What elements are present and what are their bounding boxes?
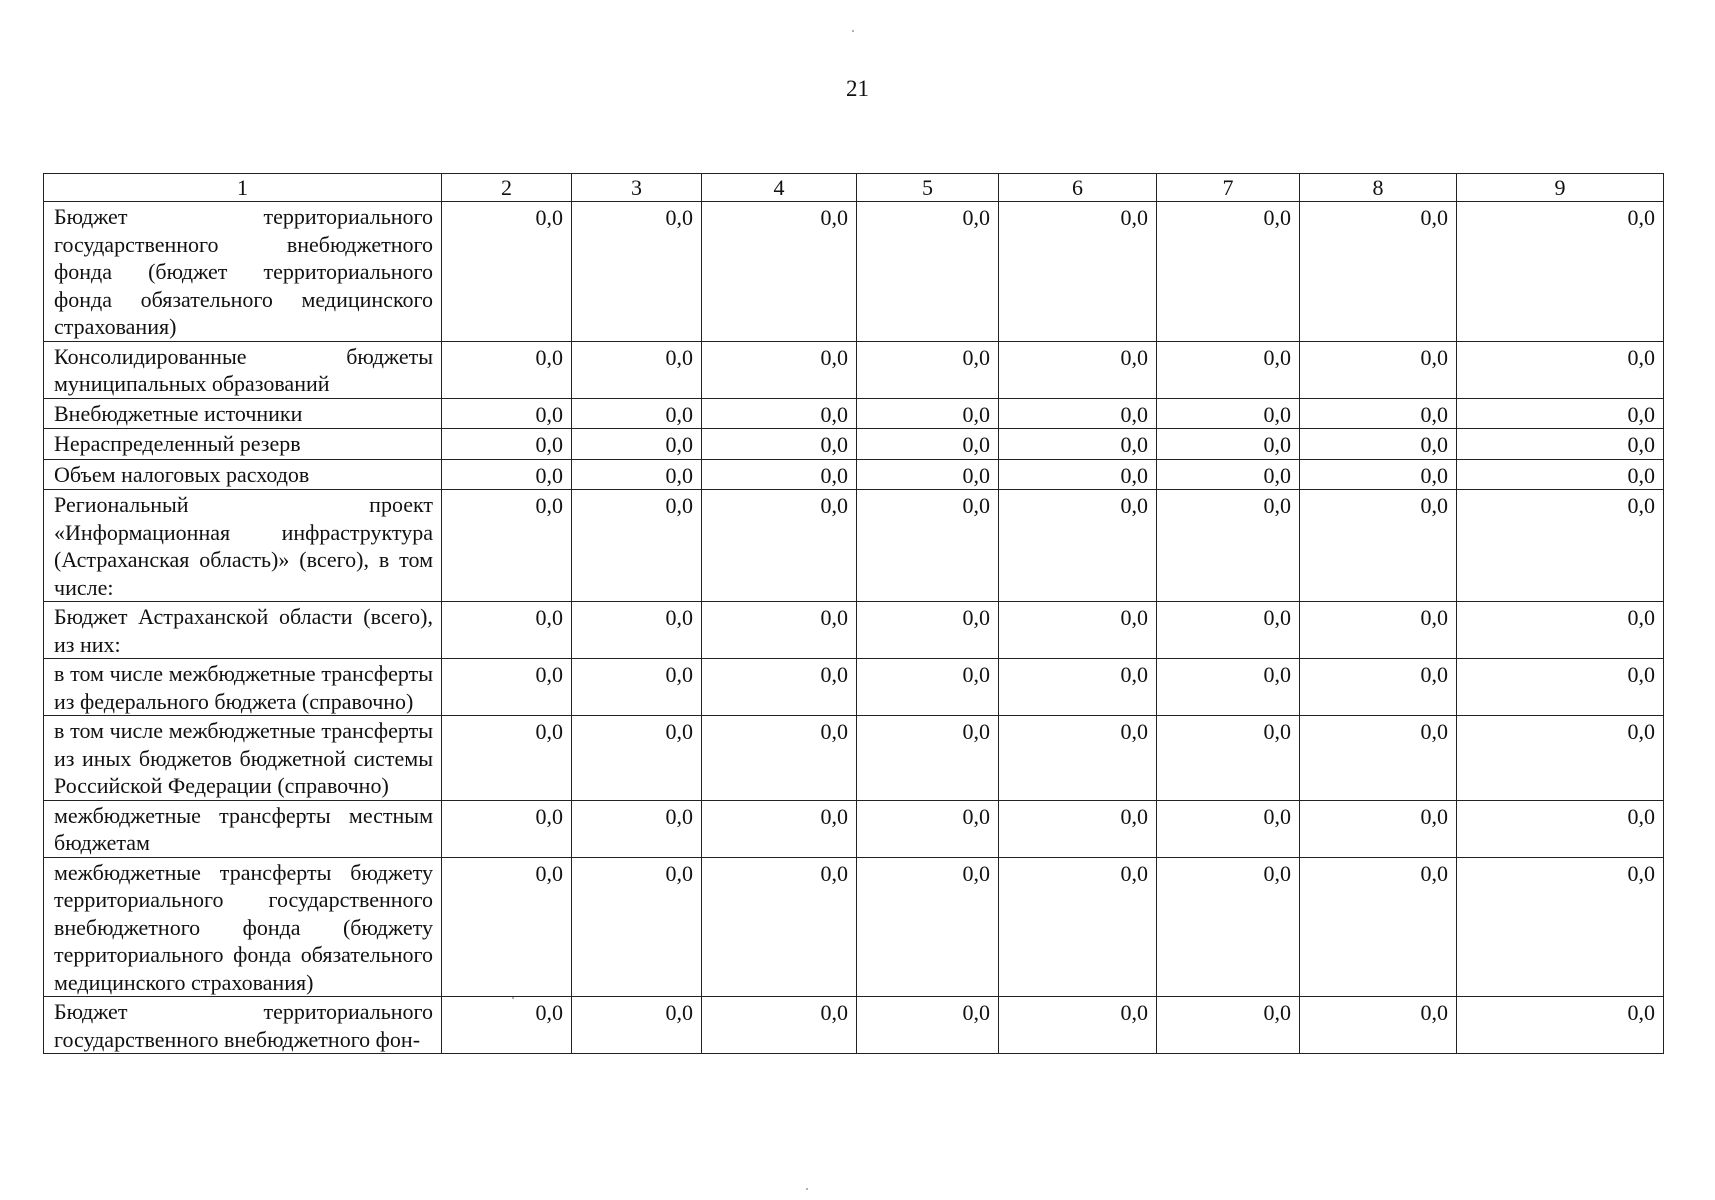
row-value: 0,0 <box>572 857 702 997</box>
row-value: 0,0 <box>1457 341 1664 398</box>
row-value: 0,0 <box>1300 602 1457 659</box>
row-value: 0,0 <box>999 602 1157 659</box>
row-value: 0,0 <box>1457 997 1664 1054</box>
row-value: 0,0 <box>702 800 857 857</box>
row-value: 0,0 <box>1457 800 1664 857</box>
row-value: 0,0 <box>1157 459 1300 490</box>
table-row <box>44 202 1664 342</box>
row-value: 0,0 <box>572 490 702 602</box>
row-value: 0,0 <box>1300 490 1457 602</box>
column-header: 9 <box>1457 174 1664 202</box>
row-label: Бюджет территориального государственного внебюджетного фон- <box>44 997 442 1054</box>
row-value: 0,0 <box>1300 659 1457 716</box>
row-value: 0,0 <box>857 341 999 398</box>
row-value: 0,0 <box>999 490 1157 602</box>
row-value: 0,0 <box>702 716 857 801</box>
table-row <box>44 800 1664 857</box>
column-header: 6 <box>999 174 1157 202</box>
row-value: 0,0 <box>702 341 857 398</box>
row-value: 0,0 <box>1300 997 1457 1054</box>
row-value: 0,0 <box>572 602 702 659</box>
column-header: 5 <box>857 174 999 202</box>
row-value: 0,0 <box>1300 202 1457 342</box>
row-value: 0,0 <box>1157 602 1300 659</box>
row-value: 0,0 <box>999 341 1157 398</box>
scan-speck <box>852 30 854 32</box>
header-row <box>44 174 1664 202</box>
row-value: 0,0 <box>857 659 999 716</box>
row-value: 0,0 <box>857 490 999 602</box>
row-value: 0,0 <box>857 800 999 857</box>
row-value: 0,0 <box>1157 800 1300 857</box>
row-value: 0,0 <box>702 398 857 429</box>
row-label: в том числе межбюджетные трансферты из иных бюджетов бюджетной системы Российской Федерации (справочно) <box>44 716 442 801</box>
row-value: 0,0 <box>999 202 1157 342</box>
row-value: 0,0 <box>1300 429 1457 460</box>
row-value: 0,0 <box>999 459 1157 490</box>
row-value: 0,0 <box>1457 659 1664 716</box>
row-value: 0,0 <box>442 459 572 490</box>
row-value: 0,0 <box>1157 341 1300 398</box>
row-value: 0,0 <box>857 602 999 659</box>
row-value: 0,0 <box>702 490 857 602</box>
row-value: 0,0 <box>999 800 1157 857</box>
row-value: 0,0 <box>442 997 572 1054</box>
table-row <box>44 459 1664 490</box>
row-value: 0,0 <box>442 341 572 398</box>
table-row <box>44 398 1664 429</box>
row-value: 0,0 <box>857 857 999 997</box>
row-value: 0,0 <box>442 659 572 716</box>
table-row <box>44 659 1664 716</box>
row-label: Бюджет Астраханской области (всего), из них: <box>44 602 442 659</box>
table-row <box>44 857 1664 997</box>
row-value: 0,0 <box>1457 490 1664 602</box>
column-header: 4 <box>702 174 857 202</box>
row-value: 0,0 <box>1300 857 1457 997</box>
column-header: 7 <box>1157 174 1300 202</box>
row-value: 0,0 <box>572 398 702 429</box>
row-value: 0,0 <box>1157 398 1300 429</box>
row-value: 0,0 <box>702 997 857 1054</box>
row-value: 0,0 <box>999 997 1157 1054</box>
row-value: 0,0 <box>1457 202 1664 342</box>
row-label: Консолидированные бюджеты муниципальных образований <box>44 341 442 398</box>
row-label: в том числе межбюджетные трансферты из федерального бюджета (справочно) <box>44 659 442 716</box>
row-value: 0,0 <box>1157 202 1300 342</box>
row-value: 0,0 <box>1457 429 1664 460</box>
row-value: 0,0 <box>857 716 999 801</box>
table-row <box>44 716 1664 801</box>
row-value: 0,0 <box>572 659 702 716</box>
table-row <box>44 997 1664 1054</box>
row-value: 0,0 <box>1457 459 1664 490</box>
row-value: 0,0 <box>572 800 702 857</box>
row-value: 0,0 <box>702 459 857 490</box>
row-value: 0,0 <box>857 202 999 342</box>
row-value: 0,0 <box>1457 602 1664 659</box>
row-value: 0,0 <box>1157 490 1300 602</box>
row-value: 0,0 <box>442 800 572 857</box>
row-value: 0,0 <box>857 997 999 1054</box>
row-value: 0,0 <box>1157 857 1300 997</box>
row-value: 0,0 <box>442 716 572 801</box>
row-value: 0,0 <box>702 202 857 342</box>
row-value: 0,0 <box>1157 997 1300 1054</box>
column-header: 1 <box>44 174 442 202</box>
row-value: 0,0 <box>1300 716 1457 801</box>
row-label: Региональный проект «Информационная инфраструктура (Астраханская область)» (всего), в том числе: <box>44 490 442 602</box>
budget-table <box>43 173 1664 1054</box>
row-value: 0,0 <box>1157 716 1300 801</box>
row-value: 0,0 <box>1157 659 1300 716</box>
row-label: Объем налоговых расходов <box>44 459 442 490</box>
row-value: 0,0 <box>857 429 999 460</box>
row-value: 0,0 <box>442 202 572 342</box>
row-value: 0,0 <box>572 459 702 490</box>
row-value: 0,0 <box>1300 398 1457 429</box>
row-value: 0,0 <box>572 716 702 801</box>
table-row <box>44 602 1664 659</box>
row-value: 0,0 <box>999 857 1157 997</box>
row-value: 0,0 <box>702 602 857 659</box>
row-label: Нераспределенный резерв <box>44 429 442 460</box>
table-row <box>44 429 1664 460</box>
row-value: 0,0 <box>572 341 702 398</box>
row-value: 0,0 <box>999 659 1157 716</box>
row-value: 0,0 <box>442 429 572 460</box>
row-value: 0,0 <box>1300 459 1457 490</box>
row-label: Внебюджетные источники <box>44 398 442 429</box>
row-label: межбюджетные трансферты бюджету территориального государственного внебюджетного фонда (бюджету территориального фонда обязательного медицинского страхования) <box>44 857 442 997</box>
row-value: 0,0 <box>442 490 572 602</box>
row-value: 0,0 <box>857 459 999 490</box>
table-row <box>44 490 1664 602</box>
row-value: 0,0 <box>1457 857 1664 997</box>
row-value: 0,0 <box>1300 341 1457 398</box>
row-value: 0,0 <box>1157 429 1300 460</box>
row-value: 0,0 <box>999 429 1157 460</box>
row-label: Бюджет территориального государственного внебюджетного фонда (бюджет территориального фонда обязательного медицинского страхования) <box>44 202 442 342</box>
row-value: 0,0 <box>572 202 702 342</box>
column-header: 2 <box>442 174 572 202</box>
row-value: 0,0 <box>442 398 572 429</box>
row-value: 0,0 <box>702 659 857 716</box>
row-value: 0,0 <box>1300 800 1457 857</box>
row-value: 0,0 <box>572 997 702 1054</box>
row-value: 0,0 <box>572 429 702 460</box>
column-header: 8 <box>1300 174 1457 202</box>
column-header: 3 <box>572 174 702 202</box>
row-label: межбюджетные трансферты местным бюджетам <box>44 800 442 857</box>
row-value: 0,0 <box>857 398 999 429</box>
table-row <box>44 341 1664 398</box>
page-number: 21 <box>846 76 869 101</box>
row-value: 0,0 <box>702 857 857 997</box>
row-value: 0,0 <box>442 857 572 997</box>
row-value: 0,0 <box>999 398 1157 429</box>
row-value: 0,0 <box>442 602 572 659</box>
row-value: 0,0 <box>1457 716 1664 801</box>
row-value: 0,0 <box>702 429 857 460</box>
scan-speck <box>806 1188 808 1190</box>
row-value: 0,0 <box>1457 398 1664 429</box>
row-value: 0,0 <box>999 716 1157 801</box>
